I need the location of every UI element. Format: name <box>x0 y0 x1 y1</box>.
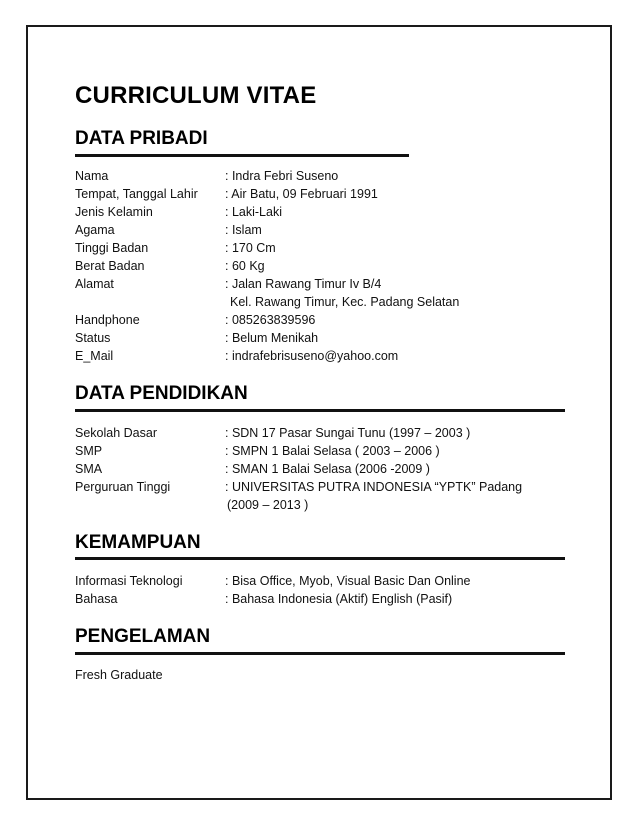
section-divider <box>75 154 409 157</box>
field-value: : SMAN 1 Balai Selasa (2006 -2009 ) <box>225 462 430 476</box>
field-label: SMP <box>75 444 103 458</box>
field-label: Berat Badan <box>75 259 145 273</box>
field-value: Kel. Rawang Timur, Kec. Padang Selatan <box>230 295 460 309</box>
field-label: Tempat, Tanggal Lahir <box>75 187 198 201</box>
field-label: Sekolah Dasar <box>75 426 157 440</box>
field-value: : Belum Menikah <box>225 331 319 345</box>
section-divider <box>75 652 565 655</box>
field-label: Jenis Kelamin <box>75 205 153 219</box>
section-divider <box>75 409 565 412</box>
field-label: SMA <box>75 462 103 476</box>
field-value: : indrafebrisuseno@yahoo.com <box>225 349 399 363</box>
field-label: Tinggi Badan <box>75 241 149 255</box>
field-label: Informasi Teknologi <box>75 574 183 588</box>
field-label: Agama <box>75 223 115 237</box>
field-value: : Jalan Rawang Timur Iv B/4 <box>225 277 382 291</box>
field-value: : Indra Febri Suseno <box>225 169 339 183</box>
field-value: : Bahasa Indonesia (Aktif) English (Pasif) <box>225 592 453 606</box>
field-label: Alamat <box>75 277 114 291</box>
field-value: : 170 Cm <box>225 241 276 255</box>
field-label: Handphone <box>75 313 140 327</box>
field-value: : Laki-Laki <box>225 205 282 219</box>
section-title-data-pendidikan: DATA PENDIDIKAN <box>75 383 248 404</box>
field-value: : SMPN 1 Balai Selasa ( 2003 – 2006 ) <box>225 444 440 458</box>
section-title-kemampuan: KEMAMPUAN <box>75 532 201 553</box>
experience-text: Fresh Graduate <box>75 668 163 682</box>
field-value: : Air Batu, 09 Februari 1991 <box>225 187 378 201</box>
field-value: : 60 Kg <box>225 259 265 273</box>
field-value: : SDN 17 Pasar Sungai Tunu (1997 – 2003 ) <box>225 426 471 440</box>
field-label: Perguruan Tinggi <box>75 480 171 494</box>
field-label: Status <box>75 331 111 345</box>
section-title-pengelaman: PENGELAMAN <box>75 626 211 647</box>
field-value: : 085263839596 <box>225 313 316 327</box>
field-label: Nama <box>75 169 109 183</box>
field-value: : UNIVERSITAS PUTRA INDONESIA “YPTK” Padang <box>225 480 523 494</box>
field-value: : Islam <box>225 223 262 237</box>
document-title: CURRICULUM VITAE <box>75 82 317 109</box>
field-label: Bahasa <box>75 592 118 606</box>
field-value: : Bisa Office, Myob, Visual Basic Dan Online <box>225 574 471 588</box>
field-value: (2009 – 2013 ) <box>227 498 309 512</box>
section-title-data-pribadi: DATA PRIBADI <box>75 128 208 149</box>
section-divider <box>75 557 565 560</box>
field-label: E_Mail <box>75 349 114 363</box>
